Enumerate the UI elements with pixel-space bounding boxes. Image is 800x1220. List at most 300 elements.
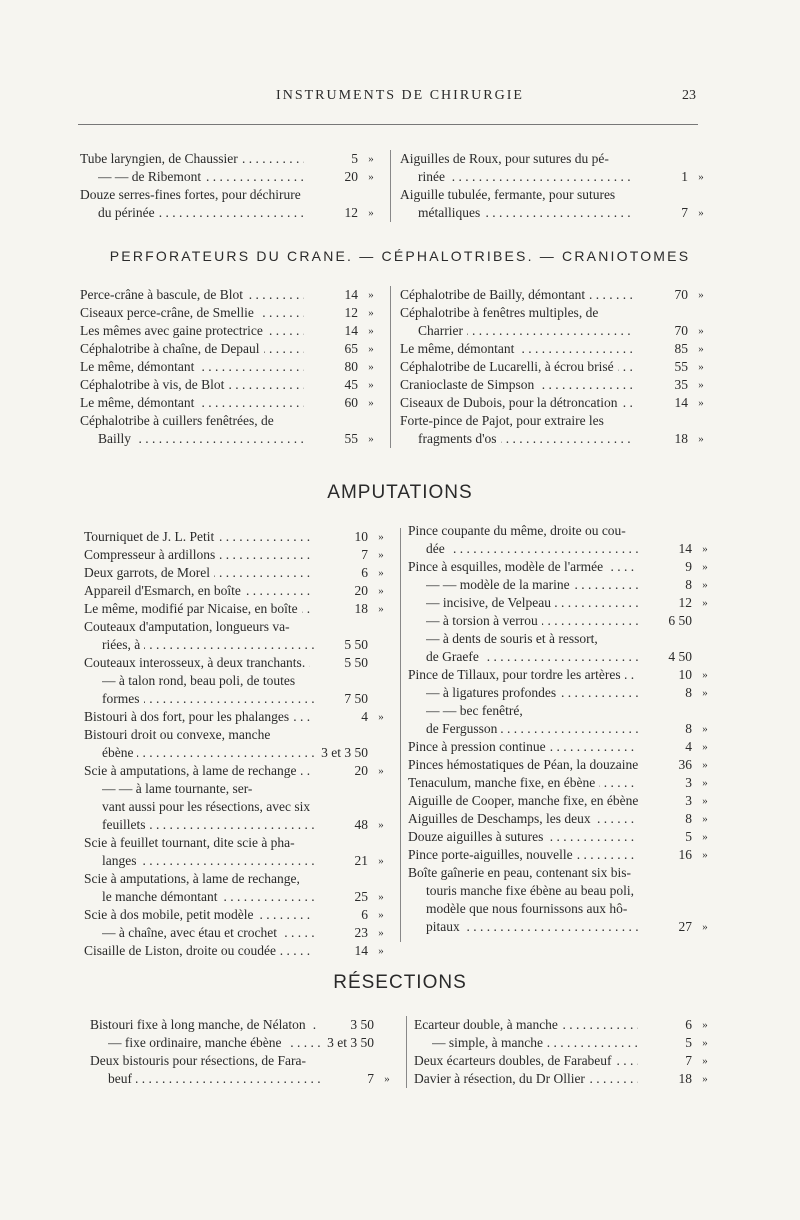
- entry-centimes: »: [702, 777, 708, 789]
- entry-text: — simple, à manche: [432, 1034, 547, 1052]
- entry-price: 8: [685, 685, 692, 700]
- entry-price: 6 50: [668, 613, 692, 628]
- catalog-entry: [80, 150, 380, 168]
- entry-text: — — bec fenêtré,: [426, 703, 523, 718]
- entry-price: 55: [674, 359, 688, 374]
- catalog-entry: [80, 340, 380, 358]
- dot-leader: [400, 376, 634, 394]
- dot-leader: [408, 846, 638, 864]
- entry-text: Céphalotribe de Lucarelli, à écrou brisé: [400, 358, 618, 376]
- entry-price: 6: [361, 907, 368, 922]
- catalog-entry: [408, 612, 714, 630]
- catalog-entry: [400, 358, 710, 376]
- entry-text: — incisive, de Velpeau: [426, 594, 555, 612]
- section-title-amputations: AMPUTATIONS: [327, 482, 473, 503]
- dot-leader: [84, 762, 314, 780]
- entry-price: 6: [361, 565, 368, 580]
- catalog-entry: [80, 168, 380, 186]
- entry-price: 60: [344, 395, 358, 410]
- catalog-entry: [80, 358, 380, 376]
- entry-centimes: »: [698, 325, 704, 337]
- dot-leader: [408, 828, 638, 846]
- entry-centimes: »: [378, 549, 384, 561]
- entry-text: Davier à résection, du Dr Ollier: [414, 1070, 589, 1088]
- entry-text: Le même, démontant: [400, 340, 518, 358]
- catalog-entry: [84, 942, 390, 960]
- catalog-entry: [80, 186, 380, 204]
- s2-column-divider: [400, 528, 401, 942]
- catalog-entry: [400, 412, 710, 430]
- entry-text: de Graefe: [426, 648, 483, 666]
- entry-centimes: »: [702, 1037, 708, 1049]
- entry-price: 8: [685, 721, 692, 736]
- entry-centimes: »: [368, 361, 374, 373]
- catalog-entry: [408, 738, 714, 756]
- entry-text: touris manche fixe ébène au beau poli,: [426, 883, 635, 898]
- entry-text: Le même, démontant: [80, 394, 198, 412]
- entry-centimes: »: [702, 741, 708, 753]
- entry-text: Céphalotribe à cuillers fenêtrées, de: [80, 413, 274, 428]
- catalog-entry: [90, 1070, 396, 1088]
- entry-price: 80: [344, 359, 358, 374]
- entry-text: Deux écarteurs doubles, de Farabeuf: [414, 1052, 616, 1070]
- entry-text: — à talon rond, beau poli, de toutes: [102, 673, 296, 688]
- entry-text: Aiguille tubulée, fermante, pour sutures: [400, 187, 616, 202]
- entry-text: Scie à feuillet tournant, dite scie à pha-: [84, 835, 295, 850]
- entry-centimes: »: [368, 171, 374, 183]
- entry-centimes: »: [368, 307, 374, 319]
- entry-price: 3 et 3 50: [327, 1035, 374, 1050]
- catalog-entry: [84, 600, 390, 618]
- dot-leader: [414, 1016, 638, 1034]
- dot-leader: [102, 924, 314, 942]
- entry-price: 18: [354, 601, 368, 616]
- catalog-entry: [84, 672, 390, 690]
- entry-price: 10: [354, 529, 368, 544]
- entry-centimes: »: [702, 921, 708, 933]
- s1-right-column: [400, 286, 710, 448]
- catalog-entry: [84, 582, 390, 600]
- dot-leader: [80, 322, 304, 340]
- entry-text: Ecarteur double, à manche: [414, 1016, 562, 1034]
- dot-leader: [414, 1052, 638, 1070]
- entry-price: 23: [354, 925, 368, 940]
- entry-text: Pinces hémostatiques de Péan, la douzaine: [408, 756, 638, 774]
- catalog-entry: [84, 564, 390, 582]
- entry-price: 27: [678, 919, 692, 934]
- dot-leader: [80, 304, 304, 322]
- s1-left-column: [80, 286, 380, 448]
- entry-price: 4: [361, 709, 368, 724]
- entry-text: Bailly: [98, 430, 135, 448]
- entry-text: Douze aiguilles à sutures: [408, 828, 547, 846]
- entry-centimes: »: [702, 795, 708, 807]
- entry-centimes: »: [702, 1073, 708, 1085]
- catalog-entry: [80, 304, 380, 322]
- entry-centimes: »: [378, 927, 384, 939]
- entry-price: 70: [674, 323, 688, 338]
- entry-price: 14: [344, 323, 358, 338]
- entry-price: 5 50: [344, 655, 368, 670]
- entry-text: formes: [102, 690, 144, 708]
- entry-price: 14: [344, 287, 358, 302]
- entry-centimes: »: [368, 343, 374, 355]
- catalog-entry: [408, 720, 714, 738]
- entry-text: fragments d'os: [418, 430, 501, 448]
- catalog-entry: [408, 828, 714, 846]
- dot-leader: [80, 150, 304, 168]
- catalog-entry: [408, 756, 714, 774]
- entry-text: pitaux: [426, 918, 464, 936]
- entry-centimes: »: [368, 207, 374, 219]
- entry-price: 7: [361, 547, 368, 562]
- dot-leader: [102, 636, 314, 654]
- dot-leader: [84, 600, 314, 618]
- catalog-entry: [84, 708, 390, 726]
- entry-price: 36: [678, 757, 692, 772]
- catalog-entry: [408, 558, 714, 576]
- entry-centimes: »: [698, 397, 704, 409]
- dot-leader: [400, 286, 634, 304]
- entry-text: Scie à dos mobile, petit modèle: [84, 906, 257, 924]
- entry-text: — fixe ordinaire, manche ébène: [108, 1034, 286, 1052]
- dot-leader: [102, 744, 314, 762]
- entry-price: 3: [685, 793, 692, 808]
- entry-text: Charrier: [418, 322, 467, 340]
- entry-text: Forte-pince de Pajot, pour extraire les: [400, 413, 604, 428]
- catalog-entry: [84, 852, 390, 870]
- dot-leader: [84, 582, 314, 600]
- entry-text: vant aussi pour les résections, avec six: [102, 799, 311, 814]
- catalog-entry: [400, 322, 710, 340]
- catalog-entry: [84, 924, 390, 942]
- catalog-entry: [408, 882, 714, 900]
- entry-price: 14: [674, 395, 688, 410]
- dot-leader: [418, 204, 634, 222]
- entry-text: Couteaux d'amputation, longueurs va-: [84, 619, 290, 634]
- entry-text: Les mêmes avec gaine protectrice: [80, 322, 267, 340]
- entry-text: dée: [426, 540, 449, 558]
- catalog-entry: [84, 888, 390, 906]
- dot-leader: [108, 1070, 320, 1088]
- dot-leader: [426, 648, 638, 666]
- entry-price: 55: [344, 431, 358, 446]
- entry-text: Douze serres-fines fortes, pour déchirure: [80, 187, 301, 202]
- catalog-entry: [400, 186, 710, 204]
- entry-price: 9: [685, 559, 692, 574]
- dot-leader: [408, 666, 638, 684]
- dot-leader: [84, 654, 314, 672]
- dot-leader: [102, 690, 314, 708]
- entry-text: — à torsion à verrou: [426, 612, 542, 630]
- entry-price: 10: [678, 667, 692, 682]
- entry-text: Bistouri fixe à long manche, de Nélaton: [90, 1016, 310, 1034]
- entry-price: 35: [674, 377, 688, 392]
- entry-price: 5: [685, 1035, 692, 1050]
- entry-price: 7: [681, 205, 688, 220]
- dot-leader: [408, 558, 638, 576]
- entry-text: Céphalotribe à fenêtres multiples, de: [400, 305, 599, 320]
- entry-text: Céphalotribe de Bailly, démontant: [400, 286, 589, 304]
- s3-left-column: [90, 1016, 396, 1088]
- dot-leader: [84, 942, 314, 960]
- entry-centimes: »: [698, 379, 704, 391]
- catalog-entry: [84, 906, 390, 924]
- entry-text: Aiguilles de Deschamps, les deux: [408, 810, 595, 828]
- entry-centimes: »: [368, 289, 374, 301]
- dot-leader: [400, 340, 634, 358]
- dot-leader: [418, 322, 634, 340]
- entry-text: — — de Ribemont: [98, 168, 205, 186]
- entry-price: 4 50: [668, 649, 692, 664]
- entry-text: le manche démontant: [102, 888, 221, 906]
- catalog-entry: [80, 412, 380, 430]
- catalog-entry: [408, 702, 714, 720]
- entry-price: 8: [685, 577, 692, 592]
- catalog-entry: [408, 576, 714, 594]
- entry-price: 8: [685, 811, 692, 826]
- entry-centimes: »: [698, 361, 704, 373]
- s2-right-column: [408, 522, 714, 936]
- s3-right-column: [414, 1016, 714, 1088]
- catalog-entry: [408, 594, 714, 612]
- entry-text: Ciseaux perce-crâne, de Smellie: [80, 304, 258, 322]
- entry-price: 12: [344, 205, 358, 220]
- entry-centimes: »: [368, 397, 374, 409]
- entry-text: — — à lame tournante, ser-: [102, 781, 253, 796]
- catalog-entry: [84, 618, 390, 636]
- entry-text: langes: [102, 852, 141, 870]
- dot-leader: [414, 1070, 638, 1088]
- catalog-entry: [408, 864, 714, 882]
- entry-centimes: »: [698, 433, 704, 445]
- dot-leader: [400, 358, 634, 376]
- dot-leader: [102, 816, 314, 834]
- entry-centimes: »: [702, 687, 708, 699]
- entry-price: 12: [344, 305, 358, 320]
- entry-text: Couteaux interosseux, à deux tranchants.: [84, 654, 309, 672]
- dot-leader: [80, 394, 304, 412]
- entry-centimes: »: [702, 831, 708, 843]
- entry-text: Céphalotribe à chaîne, de Depaul: [80, 340, 264, 358]
- dot-leader: [432, 1034, 638, 1052]
- catalog-entry: [84, 744, 390, 762]
- catalog-entry: [84, 762, 390, 780]
- entry-centimes: »: [378, 765, 384, 777]
- catalog-entry: [90, 1034, 396, 1052]
- entry-text: Bistouri droit ou convexe, manche: [84, 727, 271, 742]
- entry-centimes: »: [368, 379, 374, 391]
- entry-centimes: »: [378, 603, 384, 615]
- dot-leader: [84, 708, 314, 726]
- catalog-entry: [84, 636, 390, 654]
- catalog-entry: [400, 340, 710, 358]
- entry-price: 7: [367, 1071, 374, 1086]
- catalog-entry: [90, 1016, 396, 1034]
- catalog-entry: [400, 430, 710, 448]
- entry-text: Deux bistouris pour résections, de Fara-: [90, 1053, 306, 1068]
- catalog-entry: [414, 1034, 714, 1052]
- dot-leader: [426, 594, 638, 612]
- dot-leader: [426, 612, 638, 630]
- entry-price: 12: [678, 595, 692, 610]
- dot-leader: [84, 546, 314, 564]
- entry-price: 14: [678, 541, 692, 556]
- entry-price: 7 50: [344, 691, 368, 706]
- entry-text: métalliques: [418, 204, 484, 222]
- catalog-entry: [408, 918, 714, 936]
- entry-text: Aiguille de Cooper, manche fixe, en ébène: [408, 792, 638, 810]
- entry-centimes: »: [702, 1055, 708, 1067]
- entry-text: Perce-crâne à bascule, de Blot: [80, 286, 247, 304]
- catalog-entry: [80, 322, 380, 340]
- dot-leader: [426, 720, 638, 738]
- entry-centimes: »: [702, 723, 708, 735]
- catalog-entry: [84, 870, 390, 888]
- entry-price: 3 50: [350, 1017, 374, 1032]
- entry-price: 85: [674, 341, 688, 356]
- entry-text: de Fergusson: [426, 720, 501, 738]
- entry-text: Le même, modifié par Nicaise, en boîte: [84, 600, 302, 618]
- dot-leader: [418, 430, 634, 448]
- entry-text: Tourniquet de J. L. Petit: [84, 528, 218, 546]
- entry-centimes: »: [698, 289, 704, 301]
- entry-text: Tenaculum, manche fixe, en ébène: [408, 774, 599, 792]
- catalog-entry: [84, 780, 390, 798]
- dot-leader: [426, 576, 638, 594]
- entry-text: Pince à esquilles, modèle de l'armée: [408, 558, 607, 576]
- dot-leader: [80, 286, 304, 304]
- catalog-entry: [84, 816, 390, 834]
- entry-text: — à chaîne, avec étau et crochet: [102, 924, 281, 942]
- catalog-entry: [408, 630, 714, 648]
- catalog-entry: [408, 540, 714, 558]
- entry-price: 20: [344, 169, 358, 184]
- section-title-resections: RÉSECTIONS: [333, 972, 467, 993]
- entry-text: beuf: [108, 1070, 136, 1088]
- entry-centimes: »: [702, 561, 708, 573]
- page-number: 23: [682, 88, 696, 103]
- entry-price: 18: [678, 1071, 692, 1086]
- section-title-perforateurs: PERFORATEURS DU CRANE. — CÉPHALOTRIBES. — CRANIOTOMES: [109, 248, 691, 264]
- catalog-entry: [80, 204, 380, 222]
- catalog-entry: [408, 684, 714, 702]
- catalog-entry: [80, 376, 380, 394]
- catalog-entry: [90, 1052, 396, 1070]
- s2-left-column: [84, 528, 390, 960]
- entry-text: rinée: [418, 168, 449, 186]
- entry-centimes: »: [378, 945, 384, 957]
- entry-centimes: »: [368, 325, 374, 337]
- catalog-entry: [408, 846, 714, 864]
- entry-text: Boîte gaînerie en peau, contenant six bis-: [408, 865, 632, 880]
- catalog-entry: [408, 900, 714, 918]
- entry-text: Appareil d'Esmarch, en boîte: [84, 582, 245, 600]
- page-header: [0, 88, 800, 112]
- entry-centimes: »: [378, 855, 384, 867]
- entry-price: 45: [344, 377, 358, 392]
- entry-centimes: »: [368, 153, 374, 165]
- entry-price: 16: [678, 847, 692, 862]
- catalog-entry: [84, 690, 390, 708]
- entry-text: — — modèle de la marine: [426, 576, 574, 594]
- entry-centimes: »: [698, 343, 704, 355]
- entry-centimes: »: [378, 909, 384, 921]
- catalog-entry: [400, 150, 710, 168]
- dot-leader: [408, 756, 638, 774]
- catalog-entry: [408, 666, 714, 684]
- entry-price: 3 et 3 50: [321, 745, 368, 760]
- entry-price: 7: [685, 1053, 692, 1068]
- dot-leader: [98, 168, 304, 186]
- entry-price: 14: [354, 943, 368, 958]
- entry-centimes: »: [702, 849, 708, 861]
- dot-leader: [426, 684, 638, 702]
- entry-price: 3: [685, 775, 692, 790]
- s0-right-column: [400, 150, 710, 222]
- dot-leader: [80, 340, 304, 358]
- entry-price: 48: [354, 817, 368, 832]
- entry-text: Cranioclaste de Simpson: [400, 376, 538, 394]
- entry-centimes: »: [702, 597, 708, 609]
- entry-text: — à ligatures profondes: [426, 684, 560, 702]
- entry-text: Pince à pression continue: [408, 738, 550, 756]
- s0-column-divider: [390, 150, 391, 222]
- catalog-entry: [400, 204, 710, 222]
- catalog-entry: [400, 168, 710, 186]
- dot-leader: [84, 564, 314, 582]
- dot-leader: [80, 358, 304, 376]
- entry-centimes: »: [702, 669, 708, 681]
- entry-price: 65: [344, 341, 358, 356]
- catalog-entry: [400, 304, 710, 322]
- dot-leader: [408, 738, 638, 756]
- catalog-entry: [408, 774, 714, 792]
- entry-centimes: »: [702, 759, 708, 771]
- s1-column-divider: [390, 286, 391, 448]
- dot-leader: [408, 774, 638, 792]
- dot-leader: [408, 810, 638, 828]
- s0-left-column: [80, 150, 380, 222]
- entry-text: Compresseur à ardillons: [84, 546, 219, 564]
- entry-text: Cisaille de Liston, droite ou coudée: [84, 942, 280, 960]
- entry-price: 25: [354, 889, 368, 904]
- dot-leader: [102, 852, 314, 870]
- dot-leader: [400, 394, 634, 412]
- catalog-entry: [80, 430, 380, 448]
- entry-text: Céphalotribe à vis, de Blot: [80, 376, 228, 394]
- dot-leader: [418, 168, 634, 186]
- entry-price: 1: [681, 169, 688, 184]
- entry-centimes: »: [378, 711, 384, 723]
- catalog-entry: [408, 810, 714, 828]
- catalog-entry: [84, 726, 390, 744]
- dot-leader: [84, 528, 314, 546]
- catalog-entry: [414, 1016, 714, 1034]
- entry-centimes: »: [378, 531, 384, 543]
- entry-text: Scie à amputations, à lame de rechange,: [84, 871, 300, 886]
- entry-text: Pince de Tillaux, pour tordre les artères: [408, 666, 625, 684]
- catalog-entry: [408, 648, 714, 666]
- catalog-entry: [84, 546, 390, 564]
- entry-centimes: »: [702, 543, 708, 555]
- dot-leader: [426, 918, 638, 936]
- entry-text: ébène: [102, 744, 137, 762]
- entry-centimes: »: [698, 207, 704, 219]
- entry-centimes: »: [702, 579, 708, 591]
- entry-price: 20: [354, 583, 368, 598]
- entry-price: 5: [685, 829, 692, 844]
